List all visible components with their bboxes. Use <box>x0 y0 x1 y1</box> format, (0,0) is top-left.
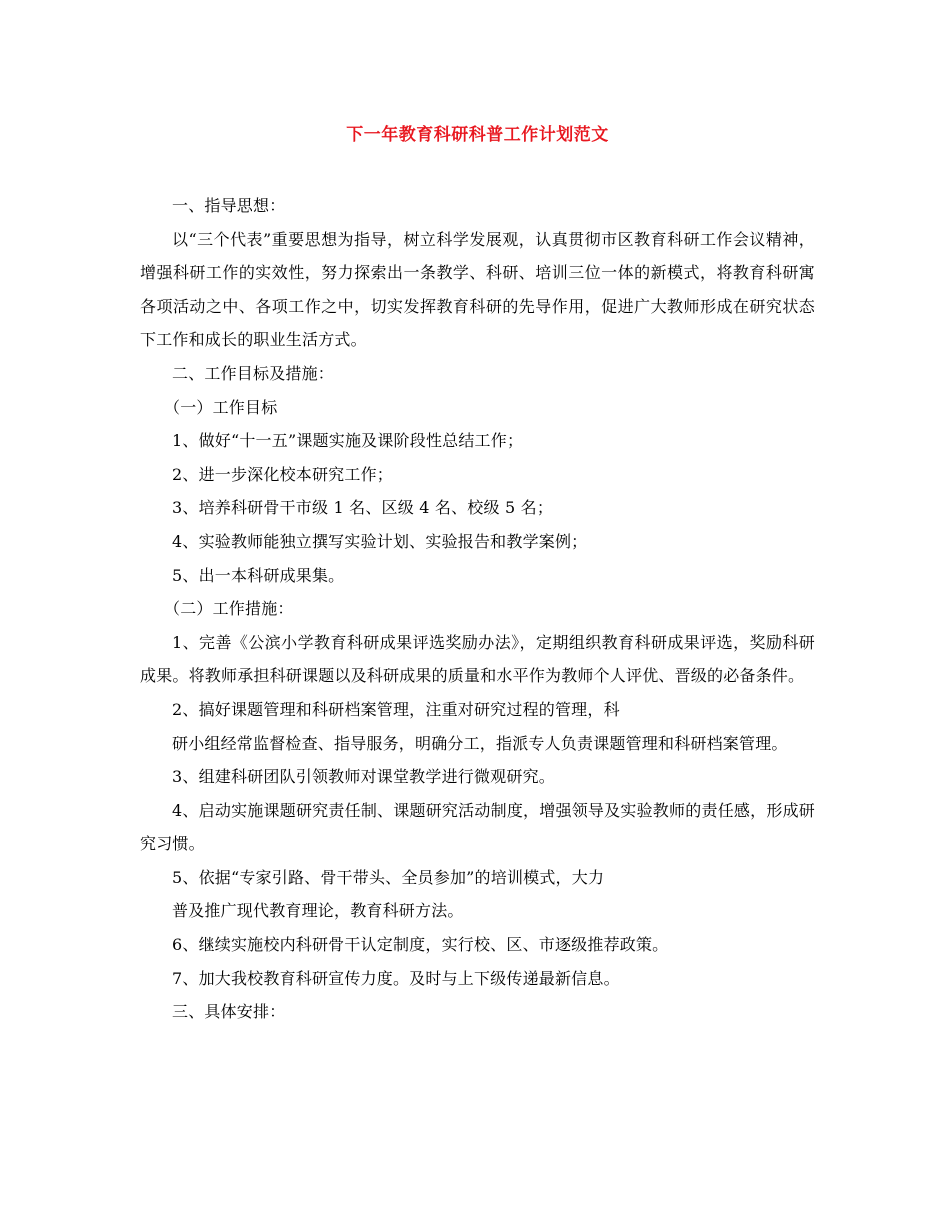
document-title: 下一年教育科研科普工作计划范文 <box>346 125 609 145</box>
section-heading-guiding-thought: 一、指导思想： <box>172 196 286 215</box>
measure-item-4: 4、启动实施课题研究责任制、课题研究活动制度，增强领导及实验教师的责任感，形成研究习惯。 <box>140 800 815 854</box>
measure-item-2-continuation: 研小组经常监督检查、指导服务，明确分工，指派专人负责课题管理和科研档案管理。 <box>172 733 788 753</box>
paragraph-guiding-thought: 以“三个代表”重要思想为指导，树立科学发展观，认真贯彻市区教育科研工作会议精神，增强科研工作的实效性，努力探索出一条教学、科研、培训三位一体的新模式，将教育科研寓各项活动之中、各项工作之中，切实发挥教育科研的先导作用，促进广大教师形成在研究状态下工作和成长的职业生活方式。 <box>140 229 815 350</box>
goal-item-4: 4、实验教师能独立撰写实验计划、实验报告和教学案例； <box>172 531 588 551</box>
document-body <box>140 189 815 1029</box>
measure-item-5-line: 5、依据“专家引路、骨干带头、全员参加”的培训模式，大力 <box>172 867 605 887</box>
measure-item-7: 7、加大我校教育科研宣传力度。及时与上下级传递最新信息。 <box>172 968 620 988</box>
subheading-measures: （二）工作措施： <box>164 599 294 619</box>
measure-item-5-continuation: 普及推广现代教育理论，教育科研方法。 <box>172 901 464 921</box>
goal-item-3: 3、培养科研骨干市级 1 名、区级 4 名、校级 5 名； <box>172 498 554 518</box>
goal-item-1: 1、做好“十一五”课题实施及课阶段性总结工作； <box>172 431 524 451</box>
goal-item-5: 5、出一本科研成果集。 <box>172 565 345 585</box>
subheading-goals: （一）工作目标 <box>164 397 278 417</box>
section-heading-goals-measures: 二、工作目标及措施： <box>172 363 335 383</box>
measure-item-6: 6、继续实施校内科研骨干认定制度，实行校、区、市逐级推荐政策。 <box>172 935 669 955</box>
measure-item-1: 1、完善《公滨小学教育科研成果评选奖励办法》，定期组织教育科研成果评选，奖励科研成果。将教师承担科研课题以及科研成果的质量和水平作为教师个人评优、晋级的必备条件。 <box>140 632 815 686</box>
measure-item-2-line: 2、搞好课题管理和科研档案管理，注重对研究过程的管理，科 <box>172 699 620 719</box>
goal-item-2: 2、进一步深化校本研究工作； <box>172 464 393 484</box>
section-heading-arrangements: 三、具体安排： <box>172 1002 286 1022</box>
measure-item-3: 3、组建科研团队引领教师对课堂教学进行微观研究。 <box>172 767 555 787</box>
